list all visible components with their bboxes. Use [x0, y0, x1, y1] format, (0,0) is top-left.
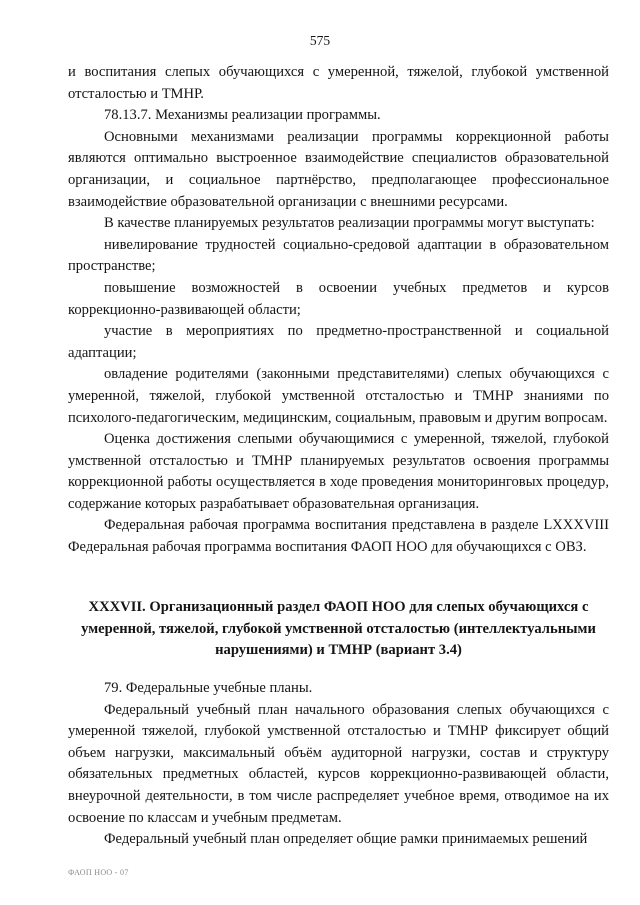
list-item-increase: повышение возможностей в освоении учебных предметов и курсов коррекционно-развивающей области;	[68, 279, 609, 318]
paragraph-continuation: и воспитания слепых обучающихся с умеренной, тяжелой, глубокой умственной отсталостью и ТМНР.	[68, 64, 609, 102]
paragraph-assessment: Оценка достижения слепыми обучающимися с умеренной, тяжелой, глубокой умственной отсталостью и ТМНР планируемых результатов освоения программы коррекционной работы осуществляется в ходе проведения мониторинговых процедур, содержание которых разрабатывает образовательная организация.	[68, 431, 609, 512]
footer-document-code: ФАОП НОО - 07	[68, 868, 129, 877]
section-heading: XXXVII. Организационный раздел ФАОП НОО для слепых обучающихся с умеренной, тяжелой, глубокой умственной отсталостью (интеллектуальными нарушениями) и ТМНР (вариант 3.4)	[81, 599, 596, 659]
page-number: 575	[309, 33, 331, 48]
section-label-78-13-7: 78.13.7. Механизмы реализации программы.	[104, 107, 381, 124]
section-label-79: 79. Федеральные учебные планы.	[104, 680, 313, 696]
list-item-parents: овладение родителями (законными представителями) слепых обучающихся с умеренной, тяжелой, глубокой умственной отсталостью и ТМНР знаниями по психолого-педагогическим, медицинским, социальным, правовым и другим вопросам.	[68, 366, 609, 426]
paragraph-mechanisms: Основными механизмами реализации программы коррекционной работы являются оптимально выстроенное взаимодействие специалистов образовательной организации, и социальное партнёрство, предполагающее профессиональное взаимодействие образовательной организации с внешними ресурсами.	[68, 128, 609, 210]
text-block-lower	[68, 678, 609, 851]
paragraph-curriculum: Федеральный учебный план начального образования слепых обучающихся с умеренной тяжелой, глубокой умственной отсталостью и ТМНР фиксирует общий объем нагрузки, максимальный объём аудиторной нагрузки, состав и структуру обязательных предметных областей, курсов коррекционно-развивающей области, внеурочной деятельности, в том числе распределяет учебное время, отводимое на их освоение по классам и учебным предметам.	[68, 701, 609, 826]
list-item-participation: участие в мероприятиях по предметно-пространственной и социальной адаптации;	[68, 323, 609, 361]
text-block-upper	[68, 62, 609, 559]
paragraph-planned-results: В качестве планируемых результатов реализации программы могут выступать:	[104, 215, 595, 232]
paragraph-federal-program: Федеральная рабочая программа воспитания представлена в разделе LXXXVIII Федеральная рабочая программа воспитания ФАОП НОО для обучающихся с ОВЗ.	[68, 517, 609, 556]
paragraph-curriculum-defines: Федеральный учебный план определяет общие рамки принимаемых решений	[104, 831, 588, 848]
list-item-leveling: нивелирование трудностей социально-средовой адаптации в образовательном пространстве;	[68, 236, 609, 275]
